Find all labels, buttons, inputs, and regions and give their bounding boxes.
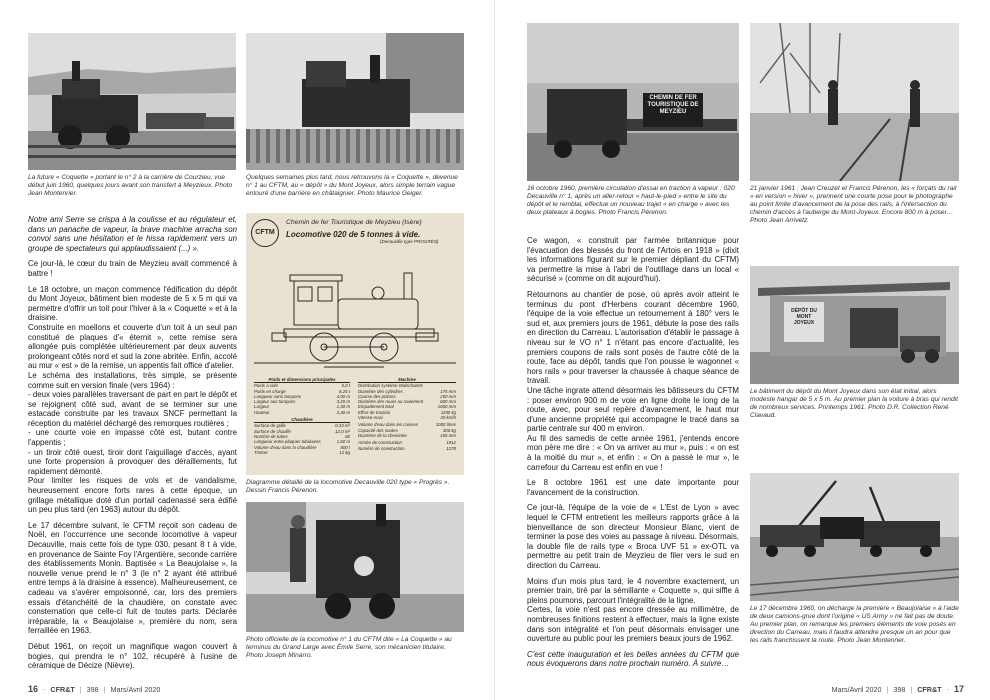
row-value: 155 mm bbox=[440, 432, 456, 438]
row-label: Course des pistons bbox=[358, 393, 396, 399]
photo-coquette-grand-large bbox=[246, 502, 464, 632]
table-row bbox=[254, 450, 350, 455]
paragraph: - deux voies parallèles traversant de part en part le dépôt et se rejoignent côté sud, avant de se terminer sur une estacade construite par les travaux SNCF permettant la réception du matériel déchargé des remorques routières ; bbox=[28, 390, 237, 428]
paragraph: - un tiroir côté ouest, tiroir dont l'aiguillage d'accès, ayant une forte propension à provoquer des déraillements, fut rapidement démonté. bbox=[28, 447, 237, 476]
right-page bbox=[495, 0, 990, 700]
separator: | bbox=[910, 685, 913, 694]
row-label: Effort de traction bbox=[358, 409, 391, 415]
diagram-subtitle: (Decauville type PROGRÈS) bbox=[380, 239, 439, 244]
caption-first-trial-run: 16 octobre 1960, première circulation d'essai en traction à vapeur : 020 Decauville n° 1, après un aller-retour « haut-le-pied » entre le site du dépôt et le remblai, effectue un nouveau trajet « en charge » avec les deux plateaux à bogies. Photo Francis Pérenon. bbox=[527, 185, 735, 217]
row-value: 20 km/h bbox=[440, 415, 456, 421]
table-row bbox=[358, 433, 456, 438]
paragraph: Ce jour-là, l'équipe de la voie de « L'Est de Lyon » avec lequel le CFTM entretient les meilleurs rapports grâce à la bienveillance de son directeur Monsieur Blanc, vient de terminer la pose des voies au passage à niveau. Désormais, la double file de rails type « Broca UVF 51 » ex-OTL va permettre au petit train de Meyzieu de filer vers le sud en direction du Carreau. bbox=[527, 503, 739, 570]
paragraph: - une courte voie en impasse côté est, butant contre l'appentis ; bbox=[28, 428, 237, 448]
weights-table bbox=[254, 377, 350, 455]
row-value: 5,0 t bbox=[341, 383, 350, 389]
diagram-logo: CFTM bbox=[251, 219, 279, 247]
row-label: Numéro de construction bbox=[358, 445, 405, 451]
magazine-name: CFR&T bbox=[50, 685, 75, 694]
row-label: Diamètre des roues au roulement bbox=[358, 399, 424, 405]
row-label: Poids à vide bbox=[254, 383, 278, 389]
photo-coquette-courzieu bbox=[28, 33, 236, 170]
machine-table bbox=[358, 377, 456, 451]
row-label: Vitesse maxi bbox=[358, 415, 383, 421]
row-label: Hauteur bbox=[254, 409, 270, 415]
caption-beaujolaise: Le 17 décembre 1960, on décharge la première « Beaujolaise » à l'aide de deux camions-grue dont l'origine « US Army » ne fait pas de doute. Au premier plan, on remarque les premiers éléments de voie posés en direction du Carreau, mais il faudra attendre presque un an pour que les rails franchissent la route. Photo Jean Montenrier. bbox=[750, 605, 959, 645]
folio-right bbox=[832, 684, 964, 694]
paragraph: Le 17 décembre suivant, le CFTM reçoit son cadeau de Noël, en l'occurrence une seconde locomotive à vapeur Decauville, mais cette fois de type 030, pesant 8 t à vide, en provenance de Sainte Foy l'Argentière, seconde carrière des établissements Monin. Baptisée « La Beaujolaise », la nouvelle venue prend le n° 3 (le n° 2 ayant été attribué entre temps à la draisine à essence). Malheureusement, ce cadeau va s'avérer empoisonné, car, lors des premiers essais d'étanchéité de la chaudière, on constate avec consternation que celle-ci fuit de toutes parts. Déclarée irréparable, la « Beaujolaise », première du nom, sera ferraillée en 1963. bbox=[28, 520, 237, 636]
row-value: 1000 mm bbox=[437, 404, 456, 410]
row-value: 600 mm bbox=[440, 399, 456, 405]
photo-coquette-depot bbox=[246, 33, 464, 170]
row-label: Empattement total bbox=[358, 404, 394, 410]
photo-beaujolaise-unloading bbox=[750, 473, 959, 601]
paragraph: Le 8 octobre 1961 est une date importante pour l'avancement de la construction. bbox=[527, 478, 739, 497]
row-value: 12,0 m² bbox=[335, 428, 350, 434]
row-label: Largeur aux tampons bbox=[254, 399, 296, 405]
separator: - bbox=[43, 685, 46, 694]
row-label: Longueur entre plaques tubulaires bbox=[254, 439, 321, 445]
machine-title: Machine bbox=[358, 377, 456, 383]
caption-forcats-du-rail: 21 janvier 1961 : Jean Creuzet et Francis Pérenon, les « forçats du rail » en version « hiver », prennent une courte pose pour le photographe au point limite d'avancement de la pose des rails, à l'intersection du chemin d'accès à l'auberge du Mont-Joyeux. Encore 800 m à poser… Photo Jean Arrivetz. bbox=[750, 185, 957, 225]
row-label: Surface de grille bbox=[254, 423, 286, 429]
row-value: 2,30 m bbox=[336, 409, 350, 415]
right-text-column bbox=[527, 236, 739, 675]
paragraph: Le 18 octobre, un maçon commence l'édification du dépôt du Mont Joyeux, bâtiment bien modeste de 5 x 5 m qui va permettre d'offrir un toit pour l'hiver à la « Coquette » et à la draisine. bbox=[28, 284, 237, 323]
row-value: 4,90 m bbox=[336, 393, 350, 399]
row-value: 1,50 m bbox=[336, 404, 350, 410]
paragraph: Construite en moellons et couverte d'un toit à un seul pan constitué de plaques d'« éternit », cette remise sera allongée puis complétée ultérieurement par deux auvents prolongeant côtés nord et sud la zone abritée. Enfin, accolé au mur « est » de la remise, un appentis fait office d'atelier. bbox=[28, 322, 237, 371]
issue-date: Mars/Avril 2020 bbox=[110, 685, 161, 694]
paragraph: Pour limiter les risques de vols et de vandalisme, heureusement encore forts rares à cette époque, un grillage métallique doté d'un portail cadenassé sera édifié un peu plus tard (en 1963) autour du dépôt. bbox=[28, 476, 237, 515]
separator: | bbox=[103, 685, 106, 694]
caption-diagram: Diagramme détaillé de la locomotive Decauville 020 type « Progrès ». Dessin Francis Pérenon. bbox=[246, 479, 450, 495]
caption-depot: Le bâtiment du dépôt du Mont Joyeux dans son état initial, alors modeste hangar de 5 x 5 m. Au premier plan la voiture à bras qui rendit de nombreux services. Printemps 1961. Photo D.R. Collection René Clavaud. bbox=[750, 388, 958, 420]
row-label: Timbre bbox=[254, 449, 268, 455]
row-label: Armée de construction bbox=[358, 440, 402, 446]
row-label: Nombre de tubes bbox=[254, 433, 288, 439]
paragraph: Moins d'un mois plus tard, le 4 novembre exactement, un premier train, tiré par la sémillante « Coquette », qui siffle à pleins poumons, parcourt l'intégralité de la ligne. bbox=[527, 576, 739, 605]
row-value: 1278 bbox=[446, 445, 456, 451]
paragraph: Ce jour-là, le cœur du train de Meyzieu avait commencé à battre ! bbox=[28, 259, 237, 278]
caption-grand-large: Photo officielle de la locomotive n° 1 du CFTM dite « La Coquette » au terminus du Grand Large avec Émile Serre, son mécanicien titulaire. Photo Joseph Minarro. bbox=[246, 636, 452, 660]
page-number: 17 bbox=[953, 684, 964, 694]
folio-left bbox=[28, 684, 160, 694]
paragraph: Début 1961, on reçoit un magnifique wagon couvert à bogies, qui prendra le n° 102, récupéré à l'usine de céramique de Décize (Nièvre). bbox=[28, 641, 237, 671]
sign-cftm: CHEMIN DE FER TOURISTIQUE DE MEYZIEU bbox=[647, 95, 699, 115]
paragraph: C'est cette inauguration et les belles années du CFTM que nous évoquerons dans notre prochain numéro. À suivre… bbox=[527, 649, 739, 669]
page-number: 16 bbox=[28, 684, 39, 694]
diagram-header: Chemin de fer Touristique de Meyzieu (Isère) bbox=[286, 219, 422, 226]
row-label: Surface de chauffe bbox=[254, 428, 291, 434]
caption-coquette-courzieu: La future « Coquette » portant le n° 2 à la carrière de Courzieu, vue début juin 1960, quelques jours avant son transfert à Meyzieux. Photo Jean Montenrier. bbox=[28, 174, 233, 198]
paragraph: Certes, la voie n'est pas encore dressée au millimètre, de nombreuses finitions restent à effectuer, mais la ligne existe dans son intégralité et l'on peut désormais envisager une ouverture au public pour les premiers beaux jours de 1962. bbox=[527, 605, 739, 644]
row-value: 12 kg bbox=[339, 449, 350, 455]
boiler-title: Chaudière bbox=[254, 417, 350, 423]
magazine-name: CFR&T bbox=[917, 685, 942, 694]
paragraph: Notre ami Serre se crispa à la coulisse et au régulateur et, dans un panache de vapeur, la brave machine arracha son convoi sans une hésitation et le hissa rapidement vers un groupe de spectateurs qui applaudissaient (...) ». bbox=[28, 215, 237, 253]
table-row bbox=[254, 410, 350, 415]
row-value: 0,33 m² bbox=[335, 423, 350, 429]
row-label: Volume d'eau dans les caisses bbox=[358, 422, 418, 428]
row-value: 300 kg bbox=[442, 427, 456, 433]
row-value: 60 bbox=[345, 433, 350, 439]
decauville-diagram bbox=[246, 213, 464, 475]
separator: | bbox=[886, 685, 889, 694]
paragraph: Une tâche ingrate attend désormais les bâtisseurs du CFTM : poser environ 900 m de voie en ligne droite le long de la route, avec, pour seul repère d'avancement, le haut mur d'une ancienne propriété qui accompagne le tracé dans sa partie centrale sur 400 m environ. bbox=[527, 385, 739, 434]
paragraph: Le schéma des installations, très simple, se présente comme suit en version finale (vers 1964) : bbox=[28, 370, 237, 390]
issue-number: 398 bbox=[86, 685, 99, 694]
row-label: Capacité des soutes bbox=[358, 427, 398, 433]
row-label: Diamètre de la cheminée bbox=[358, 432, 407, 438]
row-label: Diamètre des cylindres bbox=[358, 388, 403, 394]
row-value: 3,20 m bbox=[336, 399, 350, 405]
row-label: Poids en charge bbox=[254, 388, 286, 394]
photo-depot-mont-joyeux bbox=[750, 266, 959, 384]
row-value: 1,60 m bbox=[336, 439, 350, 445]
row-label: Longueur sans tampons bbox=[254, 393, 302, 399]
row-label: Distribution système Walschaerts bbox=[358, 383, 423, 389]
row-value: 250 mm bbox=[440, 393, 456, 399]
row-value: 1190 kg bbox=[440, 409, 456, 415]
table-row bbox=[358, 446, 456, 451]
issue-number: 398 bbox=[893, 685, 906, 694]
photo-first-trial-run bbox=[527, 23, 739, 181]
row-value: 1000 litres bbox=[435, 422, 456, 428]
row-value: 1912 bbox=[446, 440, 456, 446]
paragraph: Retournons au chantier de pose, où après avoir atteint le terminus du pont d'Herbens courant décembre 1960, l'équipe de la voie effectue un retournement à 180° vers le sud et, aux premiers jours de 1961, débute la pose des rails en direction du Carreau. L'autorisation d'établir le passage à niveau sur le VO n° 1 n'étant pas encore d'actualité, les premiers coupons de rails sont posés de l'autre côté de la route, face au dépôt, tandis que l'on pousse le wagonnet « hors rails » pour traverser la chaussée à chaque séance de travail. bbox=[527, 289, 739, 386]
left-text-column bbox=[28, 215, 237, 677]
weights-title: Poids et dimensions principales bbox=[254, 377, 350, 383]
paragraph: Au fil des samedis de cette année 1961, j'entends encore mon père me dire : « On va arriver au mur », puis : « on est à la moitié du mur », et enfin : « On a passé le mur », le carrefour du Carreau est enfin en vue ! bbox=[527, 433, 739, 472]
sign-depot: DÉPÔT DU MONT JOYEUX bbox=[791, 308, 817, 326]
table-row bbox=[358, 415, 456, 420]
row-label: Volume d'eau dans la chaudière bbox=[254, 444, 317, 450]
issue-date: Mars/Avril 2020 bbox=[831, 685, 882, 694]
row-value: 6,25 t bbox=[339, 388, 350, 394]
locomotive-drawing bbox=[254, 251, 456, 369]
photo-forcats-du-rail bbox=[750, 23, 959, 181]
separator: - bbox=[946, 685, 949, 694]
diagram-title: Locomotive 020 de 5 tonnes à vide. bbox=[286, 230, 421, 239]
row-label: Largeur bbox=[254, 404, 270, 410]
paragraph: Ce wagon, « construit par l'armée britannique pour l'évacuation des blessés du front de l'Artois en 1918 » (dixit les informations figurant sur le premier dépliant du CFTM) va permettre la mise à l'abri de l'outillage dans un local « sécurisé » (comme on dit aujourd'hui). bbox=[527, 236, 739, 284]
row-value: 175 mm bbox=[440, 388, 456, 394]
caption-coquette-depot: Quelques semaines plus tard, nous retrouvons la « Coquette », devenue n° 1 au CFTM, au « dépôt » du Mont Joyeux, alors simple terrain vague entouré d'une barrière en châtaignier. Photo Maurice Geiger. bbox=[246, 174, 458, 198]
separator: | bbox=[79, 685, 82, 694]
row-value: 800 l bbox=[340, 444, 350, 450]
